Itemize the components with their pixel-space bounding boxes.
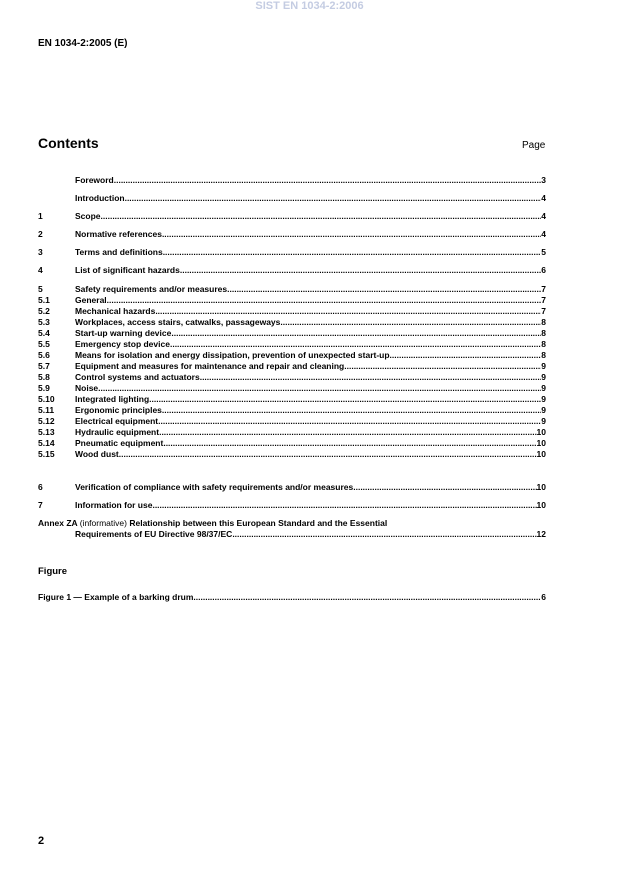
toc-entry-title: Introduction — [75, 193, 125, 203]
toc-leader — [125, 193, 542, 204]
toc-leader — [149, 394, 541, 405]
toc-entry-title: Means for isolation and energy dissipation, prevention of unexpected start-up — [75, 350, 390, 360]
toc-leader — [232, 529, 536, 540]
toc-entry[interactable] — [38, 372, 546, 383]
annex-note: (informative) — [79, 518, 127, 528]
toc-entry[interactable] — [38, 328, 546, 339]
toc-entry-title: Integrated lighting — [75, 394, 150, 404]
toc-entry-page: 6 — [541, 265, 546, 275]
toc-entry-number: 3 — [38, 247, 43, 257]
toc-entry-title: Scope — [75, 211, 101, 221]
toc-leader — [344, 361, 541, 372]
page-number: 2 — [38, 835, 45, 847]
toc-entry-page: 7 — [541, 306, 546, 316]
toc-entry-page: 8 — [541, 350, 546, 360]
toc-entry-page: 8 — [541, 328, 546, 338]
toc-entry-title: Wood dust — [75, 449, 119, 459]
toc-entry-number: 5.1 — [38, 295, 50, 305]
toc-leader — [200, 372, 542, 383]
toc-entry-number: 4 — [38, 265, 43, 275]
toc-entry-title: Terms and definitions — [75, 247, 163, 257]
toc-leader — [163, 247, 542, 258]
toc-entry[interactable] — [38, 247, 546, 258]
toc-entry-title: Emergency stop device — [75, 339, 170, 349]
toc-entry-number: 2 — [38, 229, 43, 239]
toc-entry-title: Start-up warning device — [75, 328, 172, 338]
toc-entry-number: 5.8 — [38, 372, 50, 382]
toc-entry-page: 8 — [541, 317, 546, 327]
toc-entry-page: 3 — [541, 175, 546, 185]
toc-entry-number: 5.9 — [38, 383, 50, 393]
toc-entry-number: 5.6 — [38, 350, 50, 360]
toc-entry-number: 5.4 — [38, 328, 50, 338]
toc-entry-number: 5.3 — [38, 317, 50, 327]
toc-entry-page: 9 — [541, 361, 546, 371]
toc-leader — [353, 482, 536, 493]
toc-leader — [170, 339, 541, 350]
toc-entry-page: 10 — [536, 438, 546, 448]
toc-entry-number: 5.14 — [38, 438, 55, 448]
toc-entry[interactable] — [38, 339, 546, 350]
toc-entry-title: Verification of compliance with safety requirements and/or measures — [75, 482, 354, 492]
toc-entry-number — [38, 193, 75, 204]
toc-entry-number: 5.15 — [38, 449, 55, 459]
figure-heading: Figure — [38, 566, 68, 577]
annex-label: Annex ZA — [38, 518, 78, 528]
annex-title-line1: Relationship between this European Standard and the Essential — [129, 518, 388, 528]
toc-entry[interactable] — [38, 265, 546, 276]
toc-leader — [155, 306, 541, 317]
toc-entry-page: 5 — [541, 247, 546, 257]
toc-entry[interactable] — [38, 427, 546, 438]
contents-title: Contents — [38, 135, 99, 151]
toc-entry[interactable] — [38, 284, 546, 295]
toc-entry[interactable] — [38, 405, 546, 416]
toc-entry[interactable] — [38, 211, 546, 222]
toc-entry-title: Hydraulic equipment — [75, 427, 160, 437]
toc-entry-page: 9 — [541, 405, 546, 415]
toc-entry-title: Control systems and actuators — [75, 372, 200, 382]
toc-entry[interactable] — [38, 482, 546, 493]
toc-leader — [119, 449, 537, 460]
toc-entry[interactable] — [38, 295, 546, 306]
toc-entry-number: 1 — [38, 211, 43, 221]
toc-entry[interactable] — [38, 394, 546, 405]
toc-entry[interactable] — [38, 350, 546, 361]
toc-leader — [193, 592, 541, 603]
annex-page: 12 — [536, 529, 546, 539]
toc-entry-page: 7 — [541, 295, 546, 305]
toc-entry-page: 10 — [536, 500, 546, 510]
toc-entry[interactable] — [38, 317, 546, 328]
toc-entry-number: 6 — [38, 482, 43, 492]
toc-entry-title: Ergonomic principles — [75, 405, 162, 415]
toc-entry-number: 5 — [38, 284, 43, 294]
toc-entry-number: 5.13 — [38, 427, 55, 437]
toc-leader — [158, 416, 541, 427]
page-column-label: Page — [522, 140, 546, 151]
toc-leader — [390, 350, 542, 361]
toc-entry-title: Noise — [75, 383, 99, 393]
toc-entry-title: Equipment and measures for maintenance and repair and cleaning — [75, 361, 345, 371]
toc-entry-page: 4 — [541, 211, 546, 221]
toc-entry-page: 9 — [541, 416, 546, 426]
toc-leader — [98, 383, 541, 394]
toc-entry[interactable] — [38, 175, 546, 186]
toc-entry-title: Workplaces, access stairs, catwalks, passageways — [75, 317, 281, 327]
toc-entry-title: Normative references — [75, 229, 162, 239]
toc-entry-title: Pneumatic equipment — [75, 438, 164, 448]
toc-entry-page: 9 — [541, 394, 546, 404]
toc-entry-number: 5.7 — [38, 361, 50, 371]
toc-leader — [180, 265, 541, 276]
toc-entry-number: 5.10 — [38, 394, 55, 404]
toc-leader — [162, 405, 541, 416]
toc-entry-title: Safety requirements and/or measures — [75, 284, 228, 294]
toc-leader — [227, 284, 541, 295]
toc-entry-title: General — [75, 295, 107, 305]
toc-entry-title: List of significant hazards — [75, 265, 180, 275]
toc-leader — [152, 500, 536, 511]
toc-entry-title: Foreword — [75, 175, 114, 185]
toc-leader — [101, 211, 542, 222]
toc-entry-page: 10 — [536, 482, 546, 492]
toc-entry-page: 8 — [541, 339, 546, 349]
toc-leader — [159, 427, 536, 438]
toc-entry-number: 5.11 — [38, 405, 55, 415]
toc-leader — [171, 328, 541, 339]
toc-leader — [114, 175, 542, 186]
toc-entry-title: Electrical equipment — [75, 416, 159, 426]
figure-entry-page: 6 — [541, 592, 546, 602]
toc-entry-page: 10 — [536, 427, 546, 437]
toc-entry[interactable] — [38, 383, 546, 394]
toc-entry-number: 5.12 — [38, 416, 55, 426]
toc-entry-page: 4 — [541, 229, 546, 239]
document-id: EN 1034-2:2005 (E) — [38, 38, 128, 49]
toc-entry[interactable] — [38, 438, 546, 449]
toc-entry[interactable] — [38, 449, 546, 460]
toc-entry[interactable] — [38, 193, 546, 204]
toc-entry[interactable] — [38, 229, 546, 240]
toc-entry[interactable] — [38, 361, 546, 372]
toc-leader — [162, 229, 541, 240]
watermark: SIST EN 1034-2:2006 — [255, 0, 364, 12]
annex-title-line2: Requirements of EU Directive 98/37/EC — [75, 529, 233, 539]
toc-entry-page: 9 — [541, 372, 546, 382]
toc-entry-number: 5.5 — [38, 339, 50, 349]
toc-entry-title: Information for use — [75, 500, 153, 510]
toc-entry-title: Mechanical hazards — [75, 306, 156, 316]
figure-entry-title: Figure 1 — Example of a barking drum — [38, 592, 194, 602]
toc-leader — [280, 317, 541, 328]
toc-entry-number — [38, 175, 75, 186]
toc-entry[interactable] — [38, 306, 546, 317]
figure-entry[interactable] — [38, 592, 546, 603]
toc-leader — [163, 438, 536, 449]
toc-entry-page: 4 — [541, 193, 546, 203]
toc-leader — [107, 295, 542, 306]
toc-entry[interactable] — [38, 500, 546, 511]
toc-entry-number: 5.2 — [38, 306, 50, 316]
toc-entry-page: 7 — [541, 284, 546, 294]
toc-entry-page: 9 — [541, 383, 546, 393]
toc-entry-page: 10 — [536, 449, 546, 459]
toc-entry[interactable] — [38, 416, 546, 427]
toc-entry-number: 7 — [38, 500, 43, 510]
